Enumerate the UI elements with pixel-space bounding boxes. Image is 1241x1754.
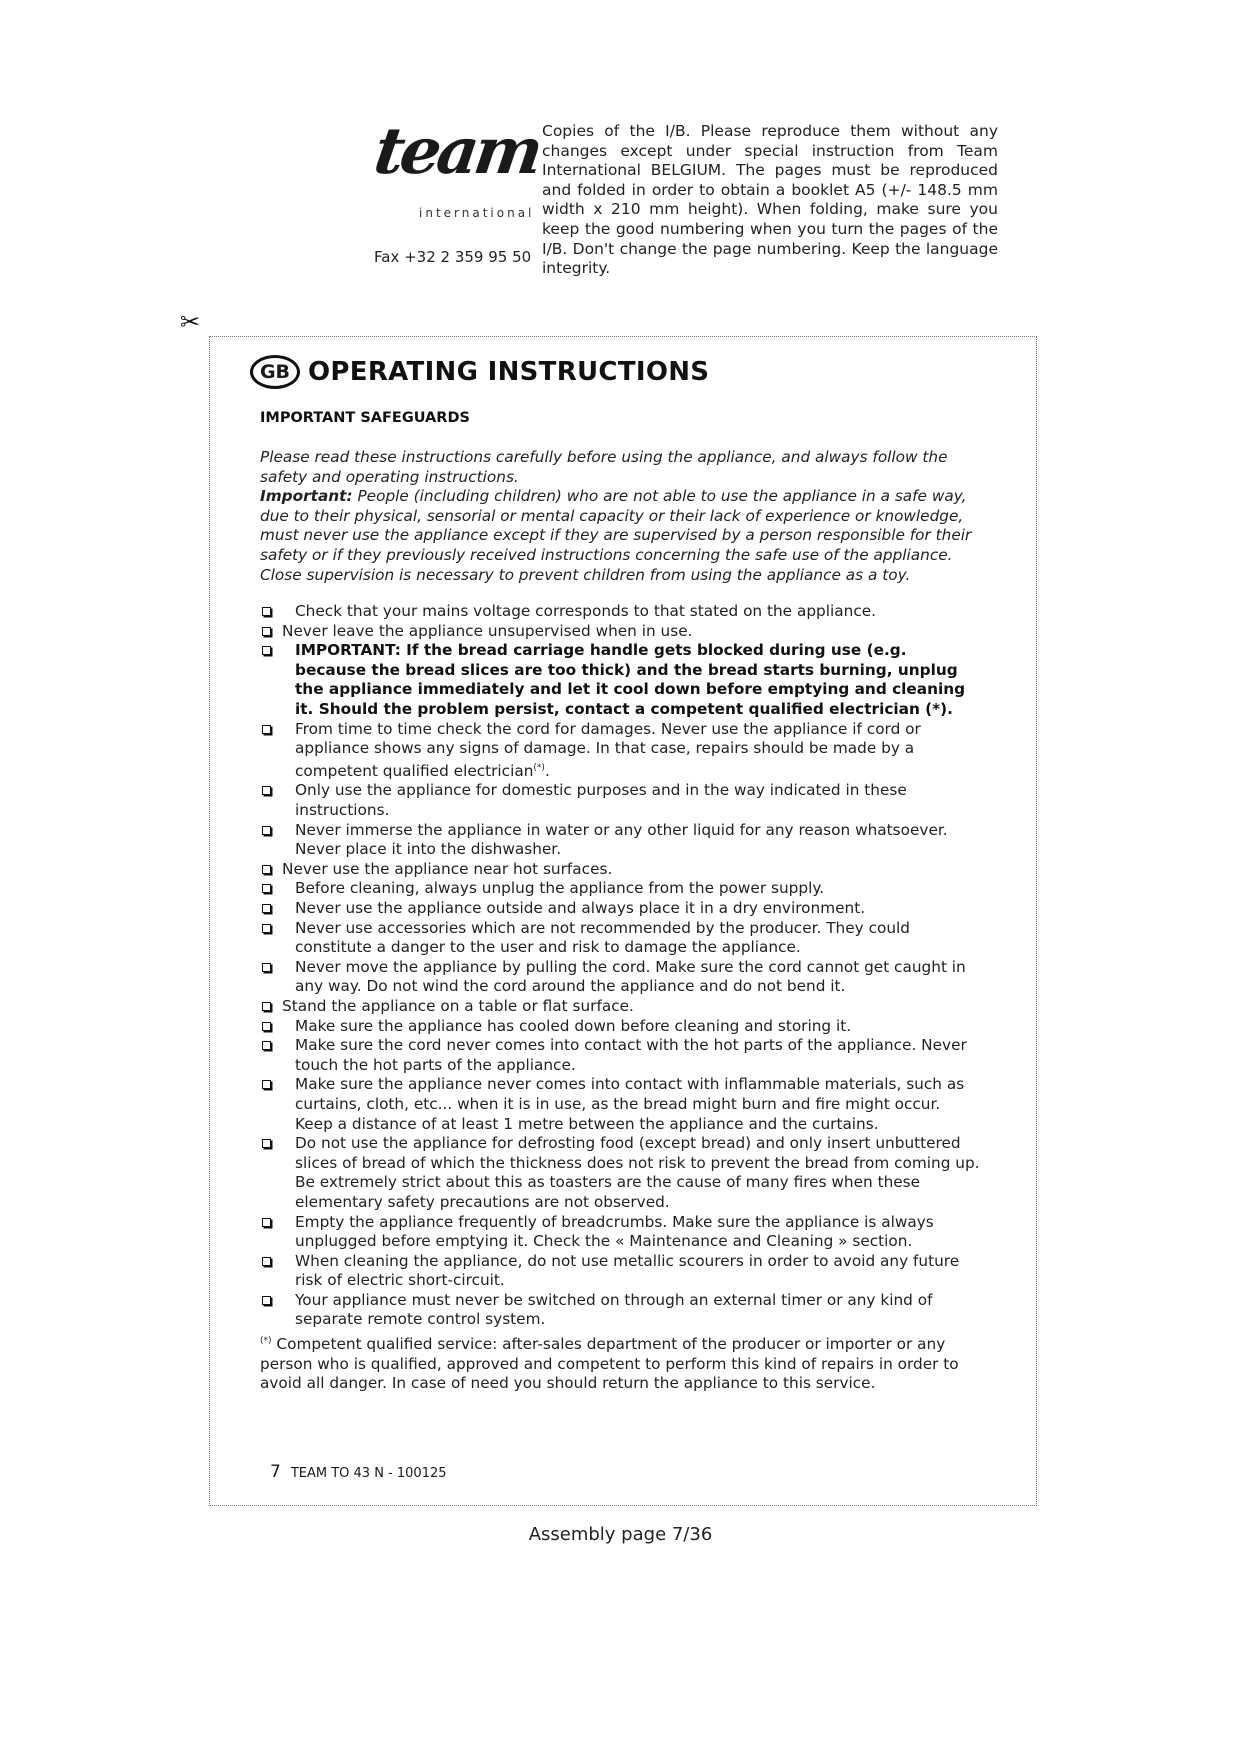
team-logo	[369, 114, 544, 230]
intro-paragraph	[260, 448, 980, 585]
checkbox-icon	[262, 924, 271, 933]
list-item: Make sure the appliance has cooled down before cleaning and storing it.	[260, 1017, 982, 1037]
fax-number: Fax +32 2 359 95 50	[374, 248, 532, 266]
list-item: Make sure the cord never comes into contact with the hot parts of the appliance. Never touch the hot parts of the appliance.	[260, 1036, 982, 1075]
checkbox-icon	[262, 1002, 271, 1011]
supervision-text: Close supervision is necessary to prevent children from using the appliance as a toy.	[260, 565, 911, 584]
list-item: Empty the appliance frequently of breadcrumbs. Make sure the appliance is always unplugged before emptying it. Check the « Maintenance and Cleaning » section.	[260, 1213, 982, 1252]
footnote-marker: (*)	[260, 1336, 272, 1346]
checkbox-icon	[262, 963, 271, 972]
print-instructions: Copies of the I/B. Please reproduce them without any changes except under special instruction from Team International BELGIUM. The pages must be reproduced and folded in order to obtain a booklet A5 (+/- 148.5 mm width x 210 mm height). When folding, make sure you keep the good numbering when you turn the pages of the I/B. Don't change the page numbering. Keep the language integrity.	[542, 122, 998, 278]
checkbox-icon	[262, 1218, 271, 1227]
checkbox-icon	[262, 1080, 271, 1089]
checkbox-icon	[262, 904, 271, 913]
checkbox-icon	[262, 865, 271, 874]
checkbox-icon	[262, 1041, 271, 1050]
list-item: Never leave the appliance unsupervised when in use.	[260, 622, 982, 642]
model-reference: TEAM TO 43 N - 100125	[290, 1466, 447, 1481]
checkbox-icon	[262, 884, 271, 893]
footnote-text: Competent qualified service: after-sales department of the producer or importer or any person who is qualified, approved and competent to perform this kind of repairs in order to avoid all danger. In case of need you should return the appliance to this service.	[260, 1335, 959, 1393]
intro-line: Please read these instructions carefully before using the appliance, and always follow the safety and operating instructions.	[260, 448, 948, 486]
list-item: IMPORTANT: If the bread carriage handle gets blocked during use (e.g. because the bread slices are too thick) and the bread starts burning, unplug the appliance immediately and let it cool down before emptying and cleaning it. Should the problem persist, contact a competent qualified electrician (*).	[260, 641, 982, 719]
list-item: Never move the appliance by pulling the cord. Make sure the cord cannot get caught in any way. Do not wind the cord around the appliance and do not bend it.	[260, 958, 982, 997]
checkbox-icon	[262, 1257, 271, 1266]
list-item: Before cleaning, always unplug the appliance from the power supply.	[260, 879, 982, 899]
safeguards-list	[260, 602, 982, 1330]
page-title: OPERATING INSTRUCTIONS	[308, 357, 710, 387]
scissors-icon: ✂	[180, 308, 201, 336]
checkbox-icon	[262, 627, 271, 636]
list-item: Check that your mains voltage corresponds to that stated on the appliance.	[260, 602, 982, 622]
section-heading	[250, 355, 709, 389]
list-item: Only use the appliance for domestic purposes and in the way indicated in these instructions.	[260, 781, 982, 820]
list-item: Never immerse the appliance in water or any other liquid for any reason whatsoever. Never place it into the dishwasher.	[260, 821, 982, 860]
list-item: Do not use the appliance for defrosting food (except bread) and only insert unbuttered slices of bread of which the thickness does not risk to prevent the bread from coming up. Be extremely strict about this as toasters are the cause of many fires when these elementary safety precautions are not observed.	[260, 1134, 982, 1212]
section-subtitle: IMPORTANT SAFEGUARDS	[260, 410, 470, 426]
logo-wordmark: team	[369, 114, 544, 189]
checkbox-icon	[262, 1139, 271, 1148]
list-item: From time to time check the cord for damages. Never use the appliance if cord or appliance shows any signs of damage. In that case, repairs should be made by a competent qualified electrician(*).	[260, 720, 982, 782]
footnote	[260, 1332, 982, 1394]
checkbox-icon	[262, 786, 271, 795]
list-item: Never use the appliance near hot surfaces.	[260, 860, 982, 880]
gb-language-badge: GB	[250, 355, 300, 389]
checkbox-icon	[262, 826, 271, 835]
checkbox-icon	[262, 1296, 271, 1305]
logo-subtext: international	[419, 206, 535, 220]
list-item: Make sure the appliance never comes into contact with inflammable materials, such as curtains, cloth, etc... when it is in use, as the bread might burn and fire might occur. Keep a distance of at least 1 metre between the appliance and the curtains.	[260, 1075, 982, 1134]
list-item: Never use the appliance outside and always place it in a dry environment.	[260, 899, 982, 919]
checkbox-icon	[262, 607, 271, 616]
assembly-page-label: Assembly page 7/36	[528, 1524, 713, 1545]
important-text: People (including children) who are not able to use the appliance in a safe way, due to their physical, sensorial or mental capacity or their lack of experience or knowledge, must never use the appliance except if they are supervised by a person responsible for their safety or if they previously received instructions concerning the safe use of the appliance.	[260, 487, 972, 564]
list-item: When cleaning the appliance, do not use metallic scourers in order to avoid any future risk of electric short-circuit.	[260, 1252, 982, 1291]
page-number: 7	[270, 1462, 281, 1482]
list-item: Your appliance must never be switched on through an external timer or any kind of separate remote control system.	[260, 1291, 982, 1330]
checkbox-icon	[262, 646, 271, 655]
list-item: Stand the appliance on a table or flat surface.	[260, 997, 982, 1017]
footnote-ref: (*)	[533, 762, 545, 773]
list-item: Never use accessories which are not recommended by the producer. They could constitute a danger to the user and risk to damage the appliance.	[260, 919, 982, 958]
page-footer	[270, 1462, 447, 1482]
checkbox-icon	[262, 725, 271, 734]
checkbox-icon	[262, 1022, 271, 1031]
important-label: Important:	[260, 487, 353, 506]
